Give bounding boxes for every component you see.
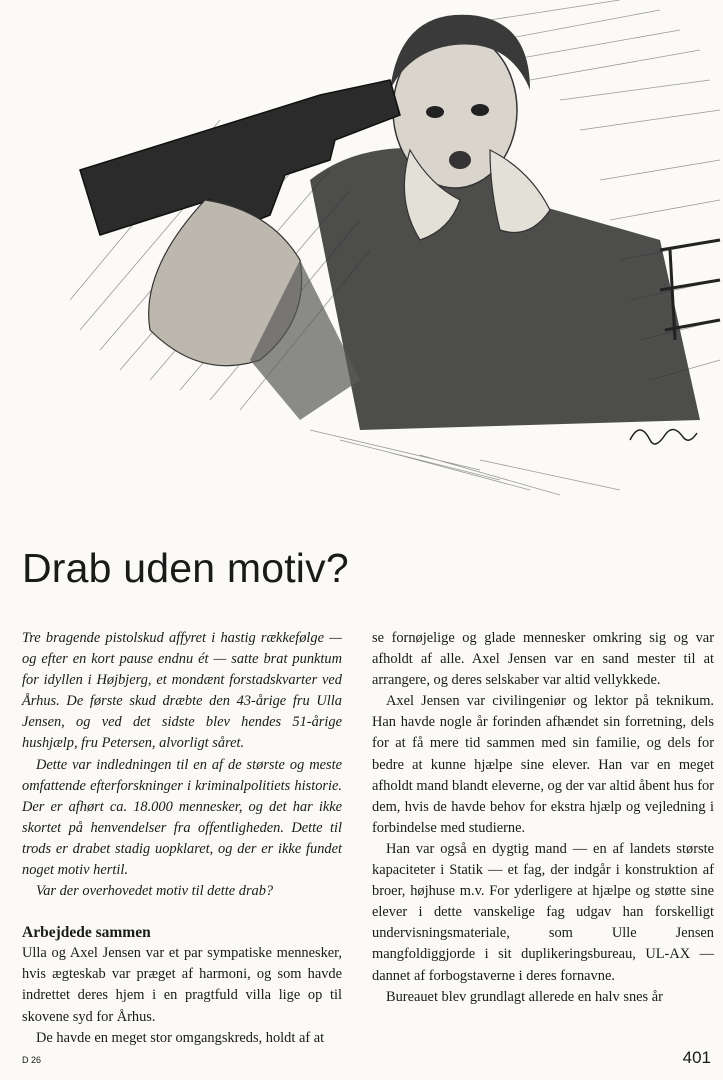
article-title: Drab uden motiv? (22, 545, 349, 591)
lead-paragraph: Tre bragende pistolskud affyret i hastig rækkefølge — og efter en kort pause endnu ét — satte brat punktum for idyllen i Højbjerg, et mondænt forstadskvarter ved Århus. De første skud dræbte den 43-årige fru Ulla Jensen, og ved det sidste blev hendes 51-årige hushjælp, fru Petersen, alvorligt såret. (22, 630, 342, 752)
section-subheading: Arbejdede sammen (22, 924, 151, 942)
section-code: D 26 (22, 1055, 42, 1065)
right-column (372, 628, 714, 1008)
artist-signature (630, 429, 697, 444)
body-paragraph: se fornøjelige og glade mennesker omkring sig og var afholdt af alle. Axel Jensen var en sand mester til at arrangere, og deres selskaber var altid vellykkede. (372, 630, 714, 689)
woman-figure (310, 15, 700, 430)
lead-paragraph: Dette var indledningen til en af de største og meste omfattende efterforskninger i kriminalpolitiets historie. Der er afhørt ca. 18.000 mennesker, og det har ikke skortet på henvendelser fra offentligheden. Dette til trods er drabet stadig uopklaret, og der er ikke fundet noget motiv hertil. (22, 756, 342, 879)
left-column (22, 628, 342, 1049)
body-paragraph: De havde en meget stor omgangskreds, holdt af at (36, 1029, 325, 1046)
lead-question: Var der overhovedet motiv til dette drab? (36, 883, 274, 900)
pencil-illustration (60, 0, 723, 500)
body-paragraph: Ulla og Axel Jensen var et par sympatiske mennesker, hvis ægteskab var præget af harmoni, og som havde indrettet deres hjem i en pragtfuld villa lige op til skovene syd for Århus. (22, 945, 342, 1025)
page-number: 401 (682, 1048, 711, 1067)
body-paragraph: Axel Jensen var civilingeniør og lektor på teknikum. Han havde nogle år forinden afhændet sin forretning, dels for at få mere tid sammen med sin familie, og dels for bedre at kunne hjælpe sine elever. Han var en meget afholdt mand blandt eleverne, og der var altid åbent hus for dem, hvis de havde behov for ekstra hjælp og vejledning i forbindelse med studierne. (372, 693, 714, 836)
body-paragraph: Han var også en dygtig mand — en af landets største kapaciteter i Statik — et fag, der indgår i konstruktion af broer, højhuse m.v. For yderligere at hjælpe og støtte sine elever i dette vanskelige fag udgav han forskelligt undervisningsmateriale, som Ulle Jensen mangfoldiggjorde i sit duplikeringsbureau, UL-AX — dannet af forbogstaverne i deres fornavne. (372, 840, 714, 984)
body-paragraph: Bureauet blev grundlagt allerede en halv snes år (386, 988, 663, 1005)
